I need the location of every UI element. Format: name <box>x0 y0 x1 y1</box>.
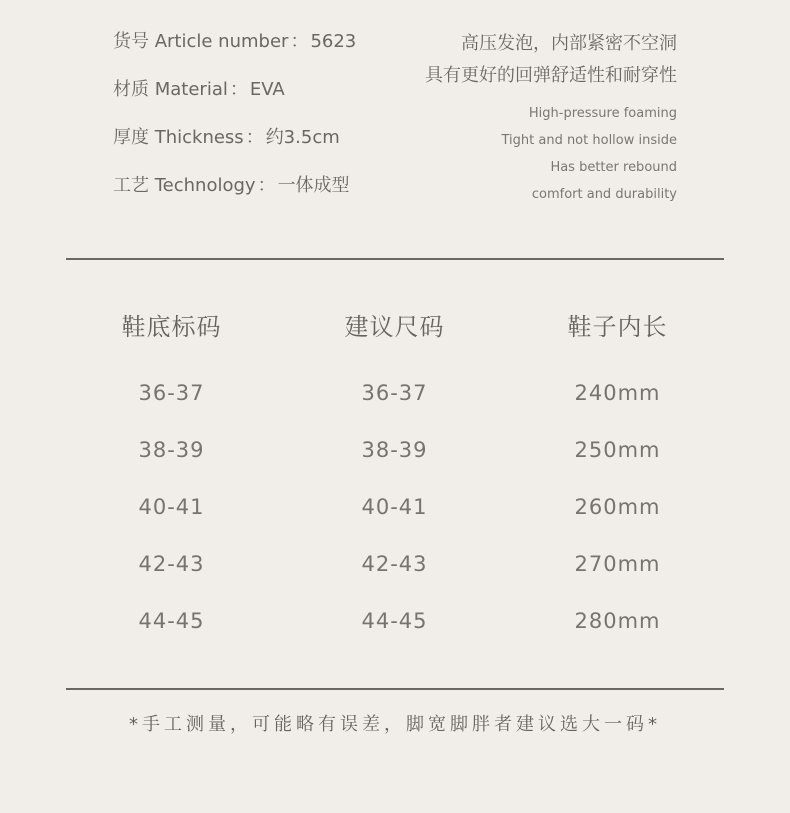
table-cell: 280mm <box>574 609 661 633</box>
table-row <box>60 536 730 593</box>
table-cell: 42-43 <box>361 552 428 576</box>
table-row <box>60 365 730 422</box>
top-divider <box>66 258 724 260</box>
table-cell: 44-45 <box>138 609 205 633</box>
table-body <box>60 365 730 650</box>
table-cell: 40-41 <box>138 495 205 519</box>
table-cell: 240mm <box>574 381 661 405</box>
table-row <box>60 479 730 536</box>
spec-separator: ： <box>257 175 276 196</box>
feature-zh-line: 具有更好的回弹舒适性和耐穿性 <box>425 65 677 86</box>
header-sole-size: 鞋底标码 <box>121 313 222 341</box>
spec-value: 5623 <box>310 31 357 52</box>
table-cell: 40-41 <box>361 495 428 519</box>
table-cell: 250mm <box>574 438 661 462</box>
feature-en-block <box>347 100 677 208</box>
table-cell: 38-39 <box>361 438 428 462</box>
size-table <box>60 304 730 650</box>
spec-label: 材质 Material <box>113 79 228 100</box>
spec-value: 约3.5cm <box>265 127 340 148</box>
spec-separator: ： <box>290 31 309 52</box>
feature-description <box>347 28 677 208</box>
table-row <box>60 593 730 650</box>
spec-label: 工艺 Technology <box>113 175 256 196</box>
table-cell: 270mm <box>574 552 661 576</box>
measurement-note: *手工测量，可能略有误差，脚宽脚胖者建议选大一码* <box>129 714 661 735</box>
header-suggested-size: 建议尺码 <box>344 313 445 341</box>
header-inner-length: 鞋子内长 <box>567 313 668 341</box>
spec-label: 厚度 Thickness <box>113 127 244 148</box>
feature-en-line: Tight and not hollow inside <box>501 133 677 148</box>
feature-en-line: Has better rebound <box>550 160 677 175</box>
table-cell: 42-43 <box>138 552 205 576</box>
bottom-divider <box>66 688 724 690</box>
spec-value: 一体成型 <box>277 175 350 196</box>
table-row <box>60 422 730 479</box>
spec-value: EVA <box>249 79 285 100</box>
feature-en-line: comfort and durability <box>531 187 677 202</box>
spec-separator: ： <box>229 79 248 100</box>
feature-zh-line: 高压发泡，内部紧密不空洞 <box>461 33 677 54</box>
table-cell: 36-37 <box>361 381 428 405</box>
table-cell: 38-39 <box>138 438 205 462</box>
table-cell: 36-37 <box>138 381 205 405</box>
spec-label: 货号 Article number <box>113 31 289 52</box>
table-cell: 44-45 <box>361 609 428 633</box>
spec-separator: ： <box>245 127 264 148</box>
table-header <box>60 304 730 350</box>
feature-en-line: High-pressure foaming <box>528 106 677 121</box>
table-cell: 260mm <box>574 495 661 519</box>
